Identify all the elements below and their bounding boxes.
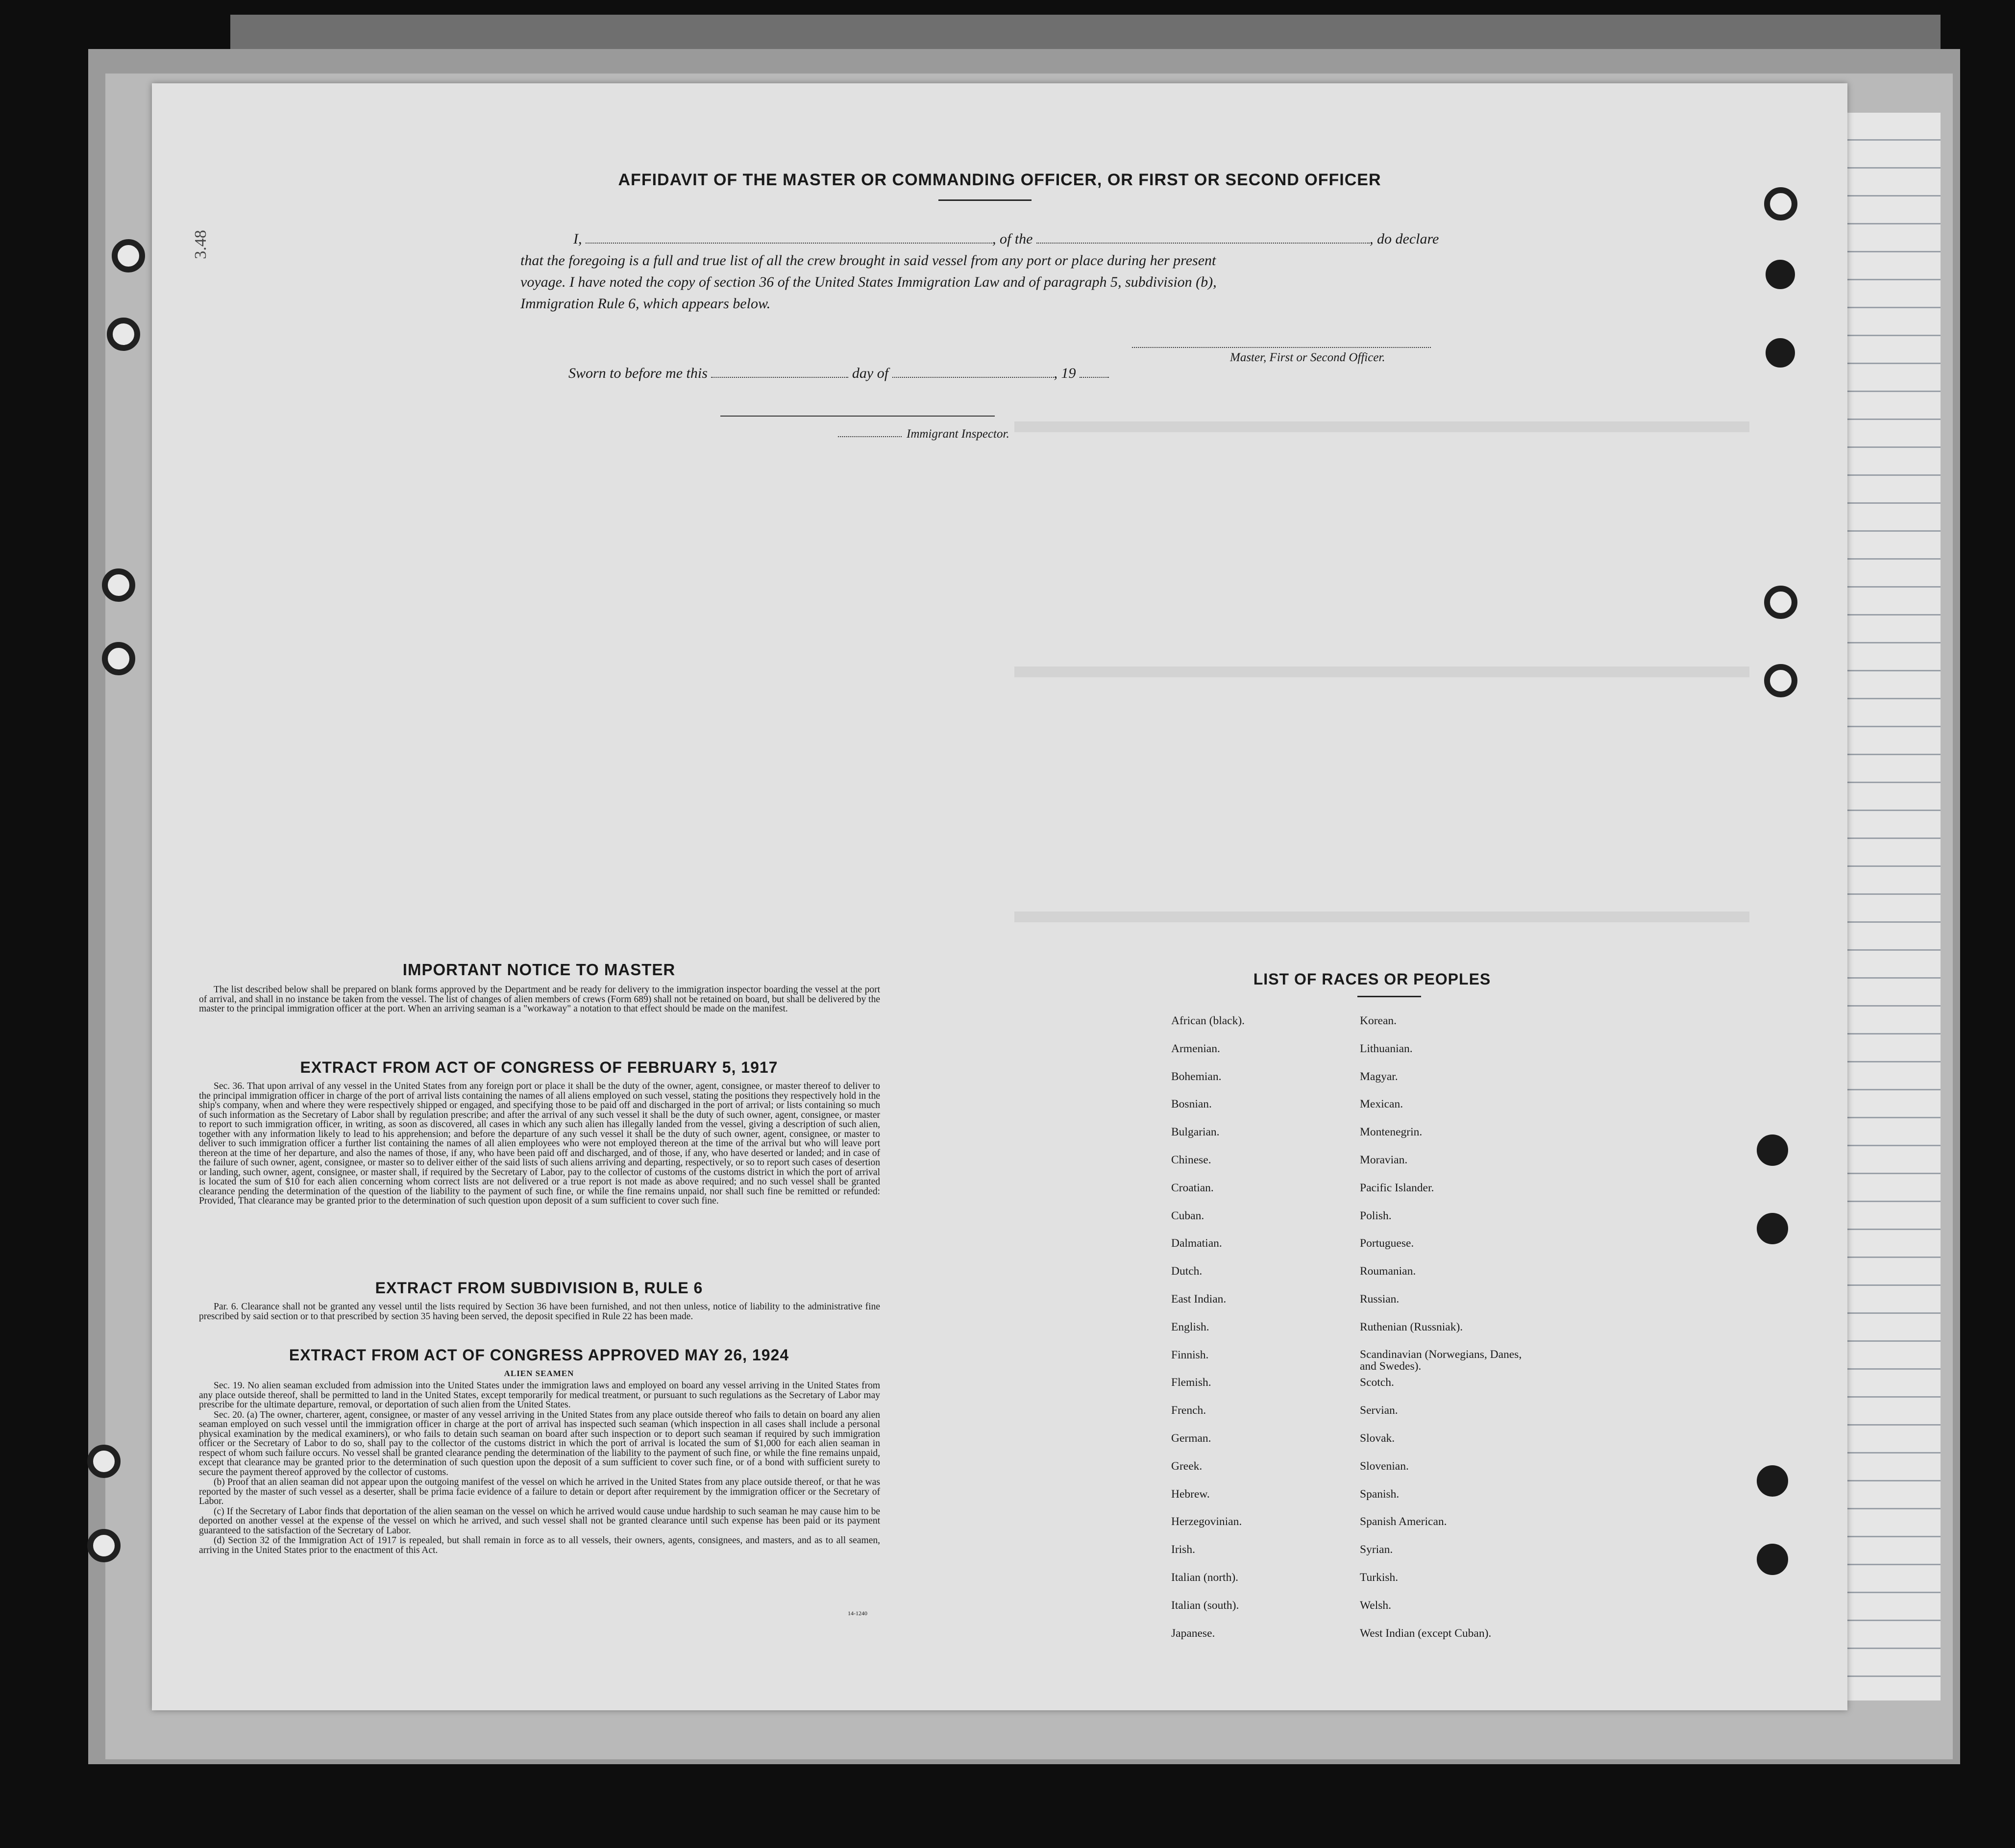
punch-hole-icon xyxy=(102,568,135,602)
affidavit-i: I, xyxy=(573,231,582,247)
affidavit-title: AFFIDAVIT OF THE MASTER OR COMMANDING OFFICER, OR FIRST OR SECOND OFFICER xyxy=(618,171,1381,189)
sworn-year: , 19 xyxy=(1054,365,1076,381)
race-item: Italian (south). xyxy=(1171,1599,1239,1612)
punch-hole-icon xyxy=(1766,338,1795,368)
punch-hole-icon xyxy=(1764,187,1797,221)
extract-1917-body xyxy=(199,1082,880,1207)
affidavit-line-4: Immigration Rule 6, which appears below. xyxy=(520,296,771,312)
inspector-signature-line-short xyxy=(838,436,902,437)
race-item: English. xyxy=(1171,1320,1209,1333)
race-item: Scotch. xyxy=(1360,1376,1394,1389)
race-item: Ruthenian (Russniak). xyxy=(1360,1320,1463,1333)
affidavit-line-2: that the foregoing is a full and true list of all the crew brought in said vessel from any port or place during her present xyxy=(520,252,1216,269)
races-heading: LIST OF RACES OR PEOPLES xyxy=(1253,970,1491,988)
race-item: Flemish. xyxy=(1171,1376,1211,1389)
notice-heading: IMPORTANT NOTICE TO MASTER xyxy=(402,961,676,979)
extract-1924-paragraph: (b) Proof that an alien seaman did not appear upon the outgoing manifest of the vessel on which he arrived in the United States from any place outside thereof, or that he was reported by the master of such vessel as a deserter, shall be prima facie evidence of a failure to detain or deport after requirement by the immigration officer or the Secretary of Labor. xyxy=(199,1477,880,1506)
race-item: Roumanian. xyxy=(1360,1265,1416,1278)
affidavit-line-1 xyxy=(534,228,1612,250)
name-field[interactable] xyxy=(586,230,992,244)
race-item: Dutch. xyxy=(1171,1265,1203,1278)
inspector-caption: Immigrant Inspector. xyxy=(907,427,1009,441)
race-item: German. xyxy=(1171,1432,1211,1445)
race-item: East Indian. xyxy=(1171,1293,1227,1306)
race-item: Spanish. xyxy=(1360,1487,1400,1501)
races-rule xyxy=(1357,996,1421,997)
extract-rule6-heading: EXTRACT FROM SUBDIVISION B, RULE 6 xyxy=(375,1279,703,1297)
race-item: Syrian. xyxy=(1360,1543,1393,1556)
affidavit-line-3: voyage. I have noted the copy of section 36 of the United States Immigration Law and of paragraph 5, subdivision (b), xyxy=(520,274,1217,290)
race-item: Croatian. xyxy=(1171,1181,1214,1194)
race-item: French. xyxy=(1171,1404,1206,1417)
race-item: Welsh. xyxy=(1360,1599,1392,1612)
notice-body xyxy=(199,985,880,1014)
punch-hole-icon xyxy=(1764,664,1797,697)
race-item: Scandinavian (Norwegians, Danes, and Swedes). xyxy=(1360,1348,1522,1373)
extract-1924-paragraph: Sec. 19. No alien seaman excluded from admission into the United States under the immigration laws and employed on board any vessel arriving in the United States from any place outside thereof, shall be permitted to land in the United States, except temporarily for medical treatment, or pursuant to such regulations as the Secretary of Labor may prescribe for the ultimate departure, removal, or deportation of such alien from the United States. xyxy=(199,1380,880,1410)
alien-seamen-subheading: ALIEN SEAMEN xyxy=(504,1369,574,1378)
inspector-signature-line[interactable] xyxy=(720,416,995,417)
title-rule xyxy=(938,199,1032,201)
race-item: Slovenian. xyxy=(1360,1459,1409,1473)
race-item: Lithuanian. xyxy=(1360,1042,1413,1055)
race-item: Slovak. xyxy=(1360,1432,1395,1445)
race-item: Moravian. xyxy=(1360,1154,1408,1166)
extract-1924-paragraph: Sec. 20. (a) The owner, charterer, agent, consignee, or master of any vessel arriving in the United States from any place outside thereof who fails to detain on board any alien seaman employed on such vessel until the immigration officer in charge at the port of arrival has inspected such seaman (which inspection in all cases shall include a personal physical examination by the medical examiners), or who fails to detain such seaman on board after such inspection or to deport such seaman if required by such immigration officer or the Secretary of Labor to do so, shall pay to the collector of the customs district in which the port of arrival is located the sum of $1,000 for each alien seaman in respect of whom such failure occurs. No vessel shall be granted clearance pending the determination of the liability to the payment of such fine, or while the fine remains unpaid, except that clearance may be granted prior to the determination of such question upon the deposit of a sum sufficient to cover such fine, or of a bond with sufficient surety to secure the payment thereof approved by the collector of customs. xyxy=(199,1409,880,1478)
race-item: Montenegrin. xyxy=(1360,1126,1423,1139)
extract-rule6-paragraph: Par. 6. Clearance shall not be granted any vessel until the lists required by Section 36 have been furnished, and not then unless, notice of liability to the administrative fine prescribed by said section or to that prescribed by section 35 having been served, the deposit specified in Rule 22 has been made. xyxy=(199,1302,880,1322)
race-item: Bulgarian. xyxy=(1171,1126,1220,1139)
affidavit-of-the: , of the xyxy=(992,231,1033,247)
race-item: Japanese. xyxy=(1171,1626,1215,1640)
race-item: Armenian. xyxy=(1171,1042,1220,1055)
punch-hole-icon xyxy=(1757,1465,1788,1497)
punch-hole-icon xyxy=(1757,1134,1788,1166)
master-caption: Master, First or Second Officer. xyxy=(1230,351,1385,364)
race-item: Polish. xyxy=(1360,1209,1392,1222)
race-item: Portuguese. xyxy=(1360,1237,1414,1250)
race-item: Herzegovinian. xyxy=(1171,1515,1242,1528)
extract-rule6-body xyxy=(199,1302,880,1322)
sworn-prefix: Sworn to before me this xyxy=(568,365,708,381)
notice-paragraph: The list described below shall be prepared on blank forms approved by the Department and be ready for delivery to the immigration inspector boarding the vessel at the port of arrival, and shall in no instance be taken from the vessel. The list of changes of alien members of crews (Form 689) shall not be retained on board, but shall be delivered by the master to the principal immigration officer at the port. When an arriving seaman is a "workaway" a notation to that effect should be made on the manifest. xyxy=(199,985,880,1014)
race-item: Pacific Islander. xyxy=(1360,1181,1434,1194)
sworn-year-field[interactable] xyxy=(1080,364,1109,378)
race-item: Italian (north). xyxy=(1171,1571,1239,1584)
race-item: Spanish American. xyxy=(1360,1515,1447,1528)
sworn-day-of: day of xyxy=(852,365,889,381)
race-item: Cuban. xyxy=(1171,1209,1204,1222)
sworn-day-field[interactable] xyxy=(711,364,848,378)
race-item: Magyar. xyxy=(1360,1070,1398,1083)
race-item: Hebrew. xyxy=(1171,1487,1210,1501)
punch-hole-icon xyxy=(107,318,140,351)
punch-hole-icon xyxy=(1757,1213,1788,1244)
sworn-line xyxy=(568,363,1303,384)
race-item: Chinese. xyxy=(1171,1154,1211,1166)
race-item: Mexican. xyxy=(1360,1098,1403,1111)
race-item: Servian. xyxy=(1360,1404,1398,1417)
vessel-field[interactable] xyxy=(1036,230,1370,244)
race-item: Turkish. xyxy=(1360,1571,1399,1584)
extract-1924-body xyxy=(199,1381,880,1555)
punch-hole-icon xyxy=(102,642,135,675)
race-item: West Indian (except Cuban). xyxy=(1360,1626,1492,1640)
race-item: Greek. xyxy=(1171,1459,1203,1473)
margin-mark: 3.48 xyxy=(191,230,210,259)
punch-hole-icon xyxy=(87,1529,121,1562)
race-item: Bohemian. xyxy=(1171,1070,1222,1083)
punch-hole-icon xyxy=(1764,586,1797,619)
race-item: Bosnian. xyxy=(1171,1098,1212,1111)
punch-hole-icon xyxy=(112,239,145,272)
race-item: Dalmatian. xyxy=(1171,1237,1222,1250)
punch-hole-icon xyxy=(1766,260,1795,289)
race-item: Korean. xyxy=(1360,1014,1397,1027)
extract-1924-paragraph: (d) Section 32 of the Immigration Act of 1917 is repealed, but shall remain in force as to all vessels, their owners, agents, consignees, and masters, and as to all seamen, arriving in the United States prior to the enactment of this Act. xyxy=(199,1535,880,1555)
punch-hole-icon xyxy=(87,1445,121,1478)
extract-1917-heading: EXTRACT FROM ACT OF CONGRESS OF FEBRUARY 5, 1917 xyxy=(300,1059,778,1076)
race-item: Russian. xyxy=(1360,1293,1400,1306)
sworn-month-field[interactable] xyxy=(892,364,1054,378)
form-number: 14-1240 xyxy=(848,1610,867,1617)
extract-1924-paragraph: (c) If the Secretary of Labor finds that deportation of the alien seaman on the vessel on which he arrived would cause undue hardship to such seaman he may cause him to be deported on another vessel at the expense of the vessel on which he arrived, and such vessel shall not be granted clearance until such expense has been paid or its payment guaranteed to the satisfaction of the Secretary of Labor. xyxy=(199,1506,880,1536)
affidavit-declare: , do declare xyxy=(1370,231,1439,247)
master-signature-line[interactable] xyxy=(1132,347,1431,348)
race-item: Finnish. xyxy=(1171,1348,1209,1361)
race-item: African (black). xyxy=(1171,1014,1245,1027)
form-page xyxy=(152,83,1847,1710)
race-item: Irish. xyxy=(1171,1543,1195,1556)
extract-1917-paragraph: Sec. 36. That upon arrival of any vessel in the United States from any foreign port or place it shall be the duty of the owner, agent, consignee, or master thereof to deliver to the principal immigration officer in charge of the port of arrival lists containing the names of all aliens employed on such vessel, stating the positions they respectively hold in the ship's company, when and where they were respectively shipped or engaged, and specifying those to be paid off and discharged in the port of arrival; or lists containing so much of such information as the Secretary of Labor shall by regulation prescribe; and after the arrival of any such vessel it shall be the duty of such owner, agent, consignee, or master to report to such immigration officer, in writing, as soon as discovered, all cases in which any such alien has illegally landed from the vessel, giving a description of such alien, together with any information likely to lead to his apprehension; and before the departure of any such vessel it shall be the duty of such owner, agent, consignee, or master to deliver to such immigration officer a further list containing the names of all alien employees who were not employed thereon at the time of the arrival but who will leave port thereon at the time of her departure, and also the names of those, if any, who have been paid off and discharged, and of those, if any, who have deserted or landed; and in case of the failure of such owner, agent, consignee, or master so to deliver either of the said lists of such aliens arriving and departing, respectively, or so to report such cases of desertion or landing, such owner, agent, consignee, or master shall, if required by the Secretary of Labor, pay to the collector of customs of the customs district in which the port of arrival is located the sum of $10 for each alien concerning whom correct lists are not delivered or a true report is not made as above required; and no such vessel shall be granted clearance pending the determination of the question of the liability to the payment of such fine, or while the fine remains unpaid, nor shall such fine be remitted or refunded: Provided, That clearance may be granted prior to the determination of such question upon deposit of a sum sufficient to cover such fine. xyxy=(199,1081,880,1206)
punch-hole-icon xyxy=(1757,1544,1788,1575)
extract-1924-heading: EXTRACT FROM ACT OF CONGRESS APPROVED MAY 26, 1924 xyxy=(289,1346,789,1364)
